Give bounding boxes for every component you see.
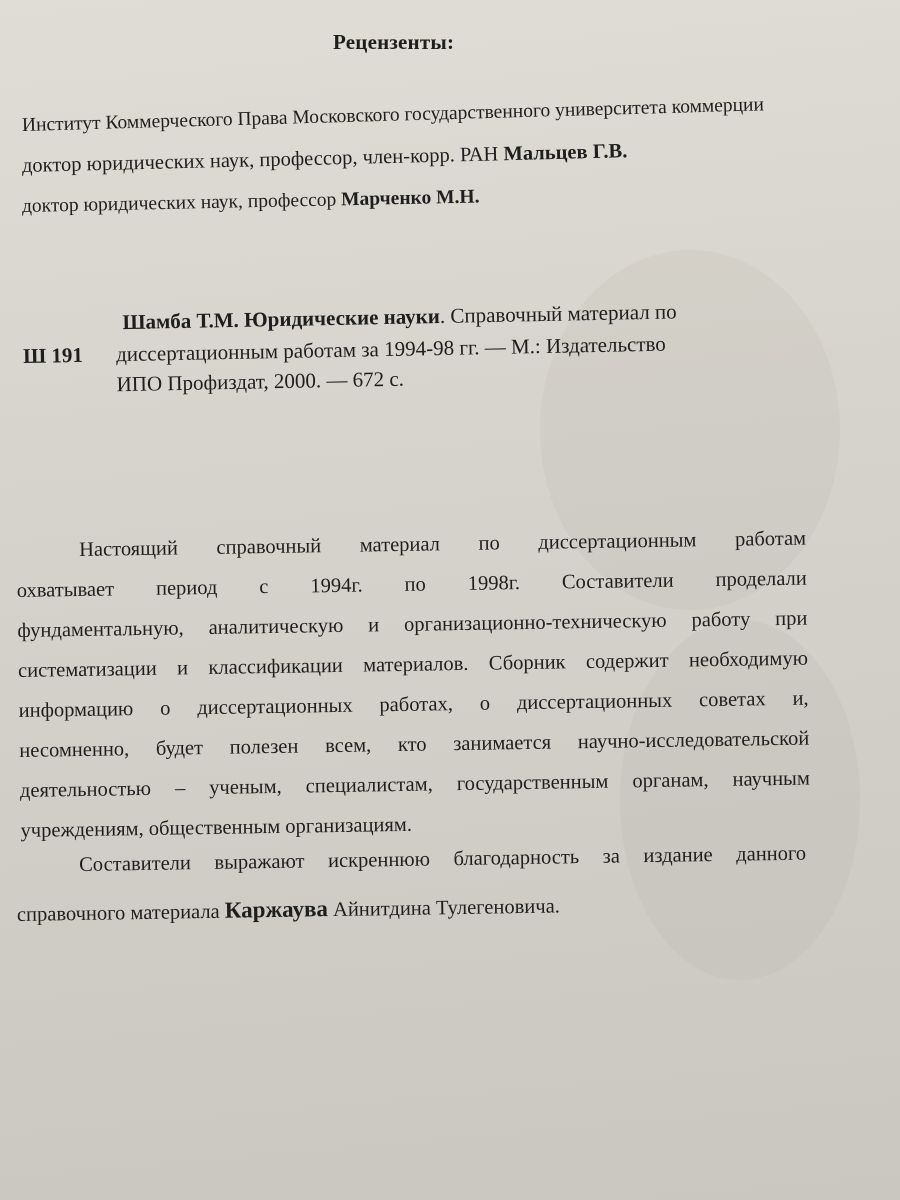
acknowledgement-line: Составители выражают искреннюю благодарность за издание данного <box>78 842 807 877</box>
reviewer-name: Мальцев Г.В. <box>503 140 628 166</box>
abstract-line: охватывает период с 1994г. по 1998г. Составители проделали <box>16 567 807 602</box>
bibliographic-record <box>22 286 769 410</box>
abstract-line: фундаментальную, аналитическую и организационно-техническую работу при <box>17 607 808 642</box>
biblio-line-3: ИПО Профиздат, 2000. — 672 с. <box>116 366 405 397</box>
abstract-line: деятельностью – ученым, специалистам, государственным органам, научным <box>19 767 811 802</box>
acknowledgement-name-rest: Айнитдина Тулегеновича. <box>332 895 561 922</box>
biblio-line-1 <box>122 299 677 335</box>
abstract-line: несомненно, будет полезен всем, кто занимается научно-исследовательской <box>19 727 810 762</box>
abstract-line: информацию о диссертационных работах, о диссертационных советах и, <box>18 687 809 722</box>
reviewer-marchenko <box>22 186 480 218</box>
biblio-author: Шамба Т.М. <box>122 307 239 335</box>
acknowledgement-prefix: справочного материала <box>16 900 220 926</box>
reviewer-institution <box>22 94 765 137</box>
abstract-line: учреждениям, общественным организациям. <box>20 813 413 842</box>
reviewer-maltsev <box>22 140 628 178</box>
biblio-line-2: диссертационным работам за 1994-98 гг. — М.: Издательство <box>115 331 667 367</box>
abstract-line: Настоящий справочный материал по диссертационным работам <box>78 527 807 562</box>
reviewer-name: Марченко М.Н. <box>340 186 480 211</box>
reviewer-title: доктор юридических наук, профессор, член-корр. РАН <box>21 143 499 177</box>
biblio-title: Юридические науки <box>243 303 441 332</box>
reviewers-heading: Рецензенты: <box>333 30 455 54</box>
abstract-paragraph <box>16 527 811 842</box>
biblio-line-1-rest: . Справочный материал по <box>439 299 677 328</box>
reviewer-title: доктор юридических наук, профессор <box>21 189 337 217</box>
classification-index: Ш 191 <box>22 342 84 368</box>
abstract-line: систематизации и классификации материалов. Сборник содержит необходимую <box>17 647 809 682</box>
acknowledgement-name: Каржаува <box>224 896 329 923</box>
reviewer-institution-text: Институт Коммерческого Права Московского государственного университета коммерции <box>21 94 765 136</box>
